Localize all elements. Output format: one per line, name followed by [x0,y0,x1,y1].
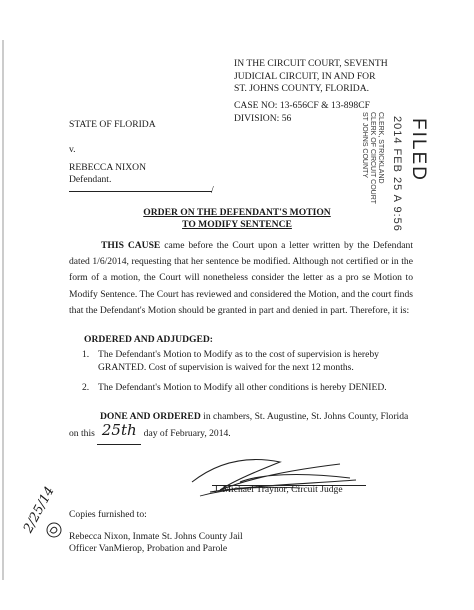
clerk-line1: CLERK, STRICKLAND [377,112,384,184]
judge-signature [180,452,360,510]
order-item-text: The Defendant's Motion to Modify as to the cost of supervision is hereby GRANTED. Cost of supervision is waived for the next 12 months. [98,349,379,373]
defendant-name: REBECCA NIXON [69,162,147,173]
cause-text: came before the Court upon a letter written by the Defendant dated 1/6/2014, requesting that her sentence be modified. Although not certified or in the form of a motion, the Court will nonetheless consider the letter as a pro se Motion to Modify Sentence. The Court has reviewed and considered the Motion, and the court finds that the Defendant's Motion should be granted in part and denied in part. Therefore, it is: [69,240,413,316]
filed-label: FILED [408,118,429,182]
defendant-role: Defendant. [69,174,112,185]
day-rest: day of February, 2014. [143,428,231,439]
court-header-line3: ST. JOHNS COUNTY, FLORIDA. [234,83,370,95]
cause-paragraph [69,238,413,319]
page-edge [2,40,4,580]
order-item-2 [82,382,414,395]
court-header [234,58,434,96]
ordered-heading: ORDERED AND ADJUDGED: [84,334,213,345]
filed-date: 2014 FEB 25 A 9:56 [391,116,403,232]
clerk-line3: ST JOHNS COUNTY [361,112,368,178]
case-info [234,100,370,125]
copies-recipient-1: Rebecca Nixon, Inmate St. Johns County Jail [69,531,243,542]
order-item-1 [82,349,414,374]
cause-bold: THIS CAUSE [101,240,161,251]
judge-name: J. Michael Traynor, Circuit Judge [214,484,343,495]
clerk-line2: CLERK OF CIRCUIT COURT [369,112,376,204]
date-line [69,422,231,443]
order-item-number: 2. [82,382,90,393]
margin-date-note: 2/25/14 [20,484,58,536]
copies-recipient-2: Officer VanMierop, Probation and Parole [69,543,228,554]
done-text: in chambers, St. Augustine, St. Johns County, Florida [200,411,409,422]
handwritten-day: 25th [101,421,137,439]
order-title-line1: ORDER ON THE DEFENDANT'S MOTION [143,207,331,218]
order-title-line2: TO MODIFY SENTENCE [182,219,292,230]
versus: v. [69,144,76,155]
on-this: on this [69,428,95,439]
case-number: CASE NO: 13-656CF & 13-898CF [234,100,370,111]
order-item-text: The Defendant's Motion to Modify all other conditions is hereby DENIED. [98,382,387,393]
court-header-line1: IN THE CIRCUIT COURT, SEVENTH [234,58,388,69]
order-item-number: 1. [82,349,90,360]
day-blank [97,421,141,445]
division: DIVISION: 56 [234,112,292,124]
court-header-line2: JUDICIAL CIRCUIT, IN AND FOR [234,70,376,82]
copies-label: Copies furnished to: [69,509,147,520]
margin-initials [44,520,64,540]
plaintiff: STATE OF FLORIDA [69,119,156,130]
done-bold: DONE AND ORDERED [100,411,201,422]
caption-slash: / [211,185,214,196]
caption-line [69,191,212,192]
